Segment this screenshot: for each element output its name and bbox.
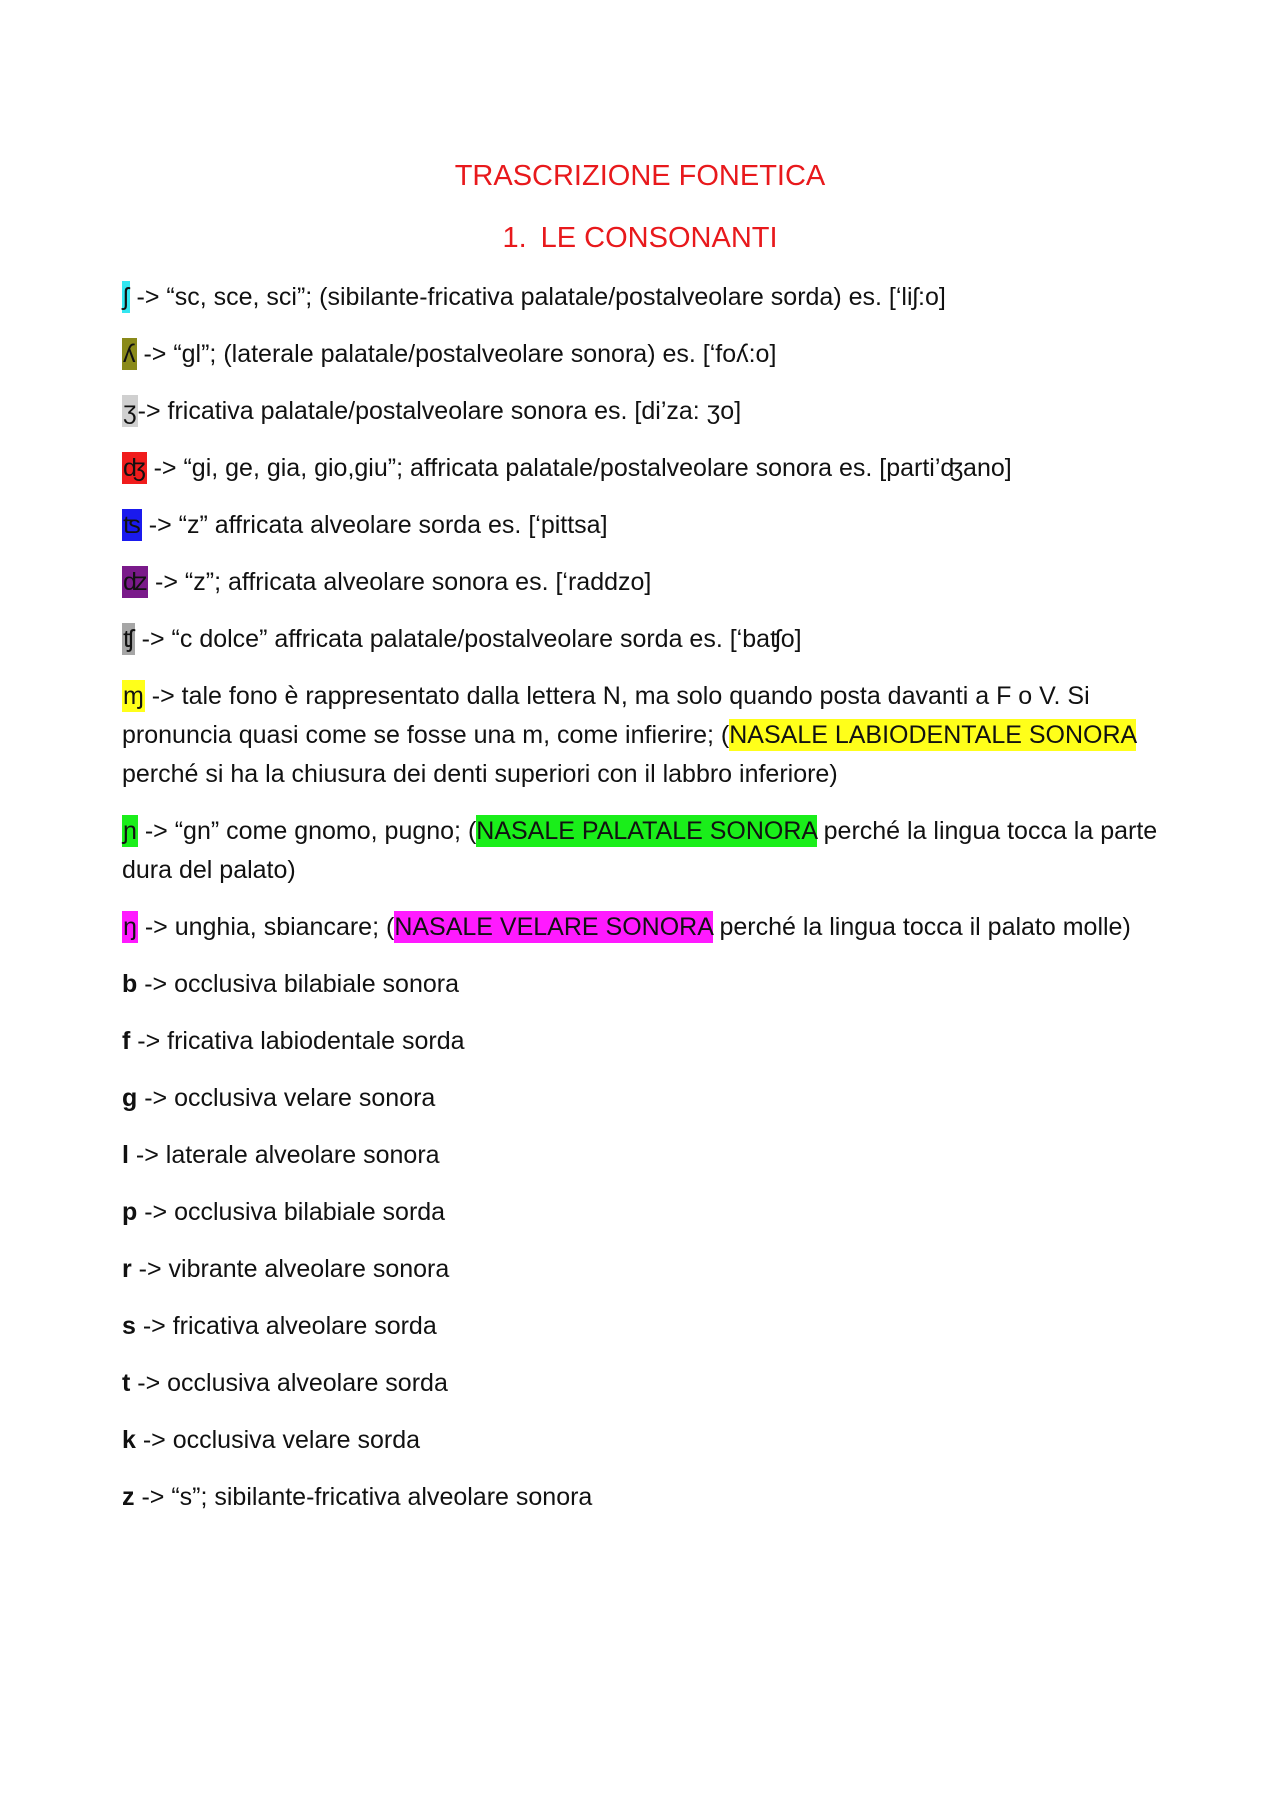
consonant-letter: b [122,970,138,998]
entry-description: -> unghia, sbiancare; ( [137,913,395,941]
consonant-letter: p [122,1198,138,1226]
consonant-entry [122,677,1172,794]
consonant-entry [122,908,1172,947]
letter-description: -> vibrante alveolare sonora [131,1255,450,1283]
ipa-symbol: ŋ [123,913,137,941]
entry-description: -> “gl”; (laterale palatale/postalveolare sonora) es. [‘foʎ:o] [136,340,777,368]
ipa-symbol: ɲ [123,817,137,845]
consonant-letter: r [122,1255,132,1283]
consonant-letter: s [122,1312,136,1340]
letter-description: -> “s”; sibilante-fricativa alveolare sonora [134,1483,593,1511]
ipa-symbol: ɱ [123,682,144,710]
consonant-entry [122,506,1172,545]
letter-description: -> occlusiva velare sonora [137,1084,436,1112]
letter-entry [122,1250,1172,1289]
highlighted-term: NASALE LABIODENTALE SONORA [729,721,1136,749]
highlighted-term: NASALE PALATALE SONORA [476,817,817,845]
consonant-letter: g [122,1084,138,1112]
highlighted-term: NASALE VELARE SONORA [394,913,713,941]
entry-description: -> “gn” come gnomo, pugno; ( [137,817,477,845]
consonant-letter: k [122,1426,136,1454]
ipa-symbol: ʒ [123,397,137,425]
entry-description: -> “gi, ge, gia, gio,giu”; affricata palatale/postalveolare sonora es. [parti’ʤano] [146,454,1012,482]
consonant-entry [122,620,1172,659]
consonant-letter: f [122,1027,131,1055]
letter-description: -> occlusiva alveolare sorda [130,1369,448,1397]
section-number: 1. [502,222,527,254]
letter-entry [122,1136,1172,1175]
letter-entry [122,1421,1172,1460]
ipa-symbol: ʣ [123,568,148,596]
ipa-symbol: ʧ [123,625,134,653]
consonant-entry [122,335,1172,374]
entry-description: -> “z”; affricata alveolare sonora es. [‘raddzo] [148,568,652,596]
consonant-entry [122,563,1172,602]
entry-description-tail: perché la lingua tocca il palato molle) [712,913,1131,941]
ipa-symbol: ʦ [123,511,141,539]
consonant-list [122,278,1172,1535]
letter-description: -> occlusiva bilabiale sonora [137,970,459,998]
letter-entry [122,1022,1172,1061]
ipa-symbol: ʤ [123,454,146,482]
letter-entry [122,1364,1172,1403]
entry-description: -> “z” affricata alveolare sorda es. [‘pittsa] [141,511,608,539]
entry-description: -> fricativa palatale/postalveolare sonora es. [di’za: ʒo] [137,397,742,425]
consonant-entry [122,812,1172,890]
consonant-entry [122,392,1172,431]
ipa-symbol: ʃ [123,283,129,311]
section-heading [0,220,1280,256]
entry-description: -> “sc, sce, sci”; (sibilante-fricativa palatale/postalveolare sorda) es. [‘liʃ:o] [129,283,946,311]
letter-description: -> occlusiva bilabiale sorda [137,1198,446,1226]
consonant-letter: t [122,1369,131,1397]
entry-description-tail: perché la lingua tocca la parte dura del palato) [122,817,1158,884]
letter-entry [122,1478,1172,1517]
entry-description-tail: perché si ha la chiusura dei denti superiori con il labbro inferiore) [122,760,838,788]
consonant-letter: l [122,1141,129,1169]
section-title: LE CONSONANTI [540,222,778,254]
letter-description: -> laterale alveolare sonora [128,1141,440,1169]
consonant-entry [122,278,1172,317]
letter-description: -> occlusiva velare sorda [135,1426,421,1454]
consonant-entry [122,449,1172,488]
letter-description: -> fricativa labiodentale sorda [130,1027,465,1055]
consonant-letter: z [122,1483,135,1511]
letter-entry [122,1079,1172,1118]
document-title: TRASCRIZIONE FONETICA [454,160,826,192]
entry-description: -> tale fono è rappresentato dalla lettera N, ma solo quando posta davanti a F o V. Si pronuncia quasi come se fosse una m, come infierire; ( [122,682,1090,749]
letter-description: -> fricativa alveolare sorda [135,1312,437,1340]
entry-description: -> “c dolce” affricata palatale/postalveolare sorda es. [‘baʧo] [134,625,802,653]
letter-entry [122,965,1172,1004]
letter-entry [122,1193,1172,1232]
letter-entry [122,1307,1172,1346]
ipa-symbol: ʎ [123,340,136,368]
